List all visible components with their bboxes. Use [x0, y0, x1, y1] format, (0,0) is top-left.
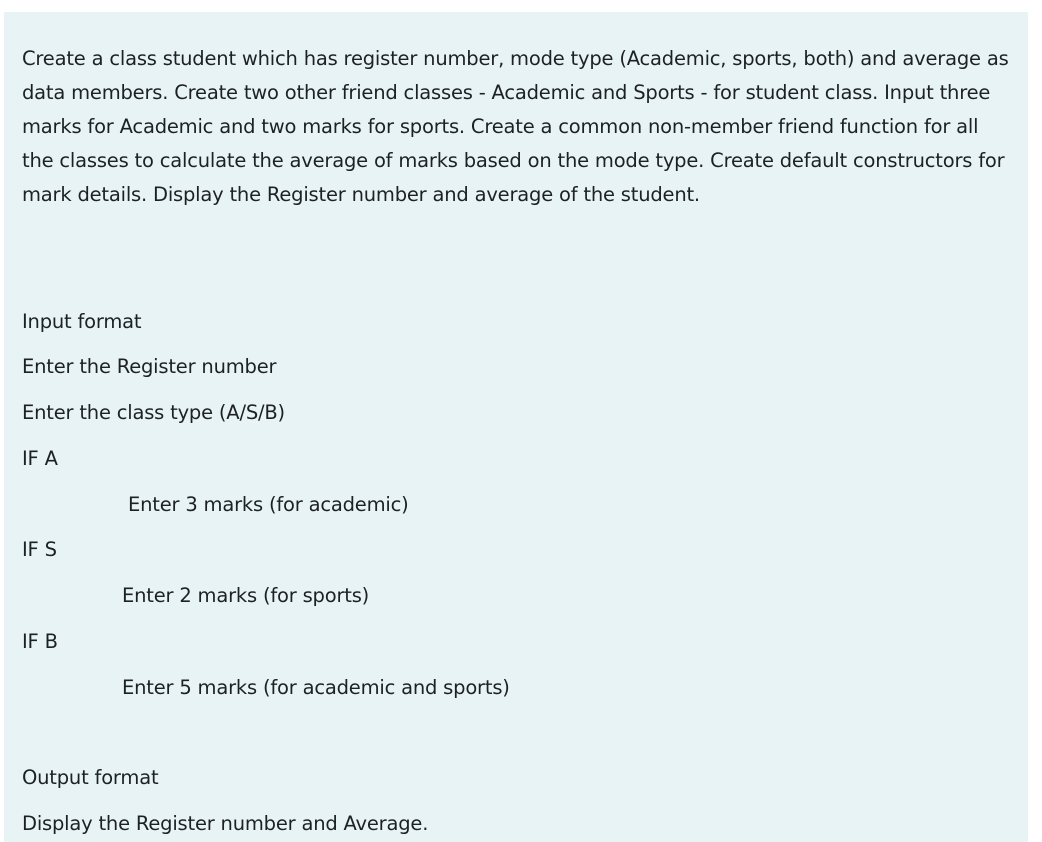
output-format-heading: Output format [22, 766, 159, 789]
if-b-label: IF B [22, 630, 58, 653]
if-s-label: IF S [22, 538, 57, 561]
output-format-detail: Display the Register number and Average. [22, 812, 429, 835]
if-s-detail: Enter 2 marks (for sports) [122, 584, 370, 607]
input-format-heading: Input format [22, 310, 142, 333]
problem-description: Create a class student which has register number, mode type (Academic, sports, both) and average as data members. Create two other friend classes - Academic and Sports - for student class. Input three marks for Academic and two marks for sports. Create a common non-member friend function for all the classes to calculate the average of marks based on the mode type. Create default constructors for mark details. Display the Register number and average of the student. [22, 47, 1009, 206]
input-register-line: Enter the Register number [22, 355, 277, 378]
if-a-label: IF A [22, 447, 58, 470]
if-a-detail: Enter 3 marks (for academic) [128, 493, 409, 516]
input-class-type-line: Enter the class type (A/S/B) [22, 401, 285, 424]
if-b-detail: Enter 5 marks (for academic and sports) [122, 676, 510, 699]
question-panel [4, 12, 1028, 842]
